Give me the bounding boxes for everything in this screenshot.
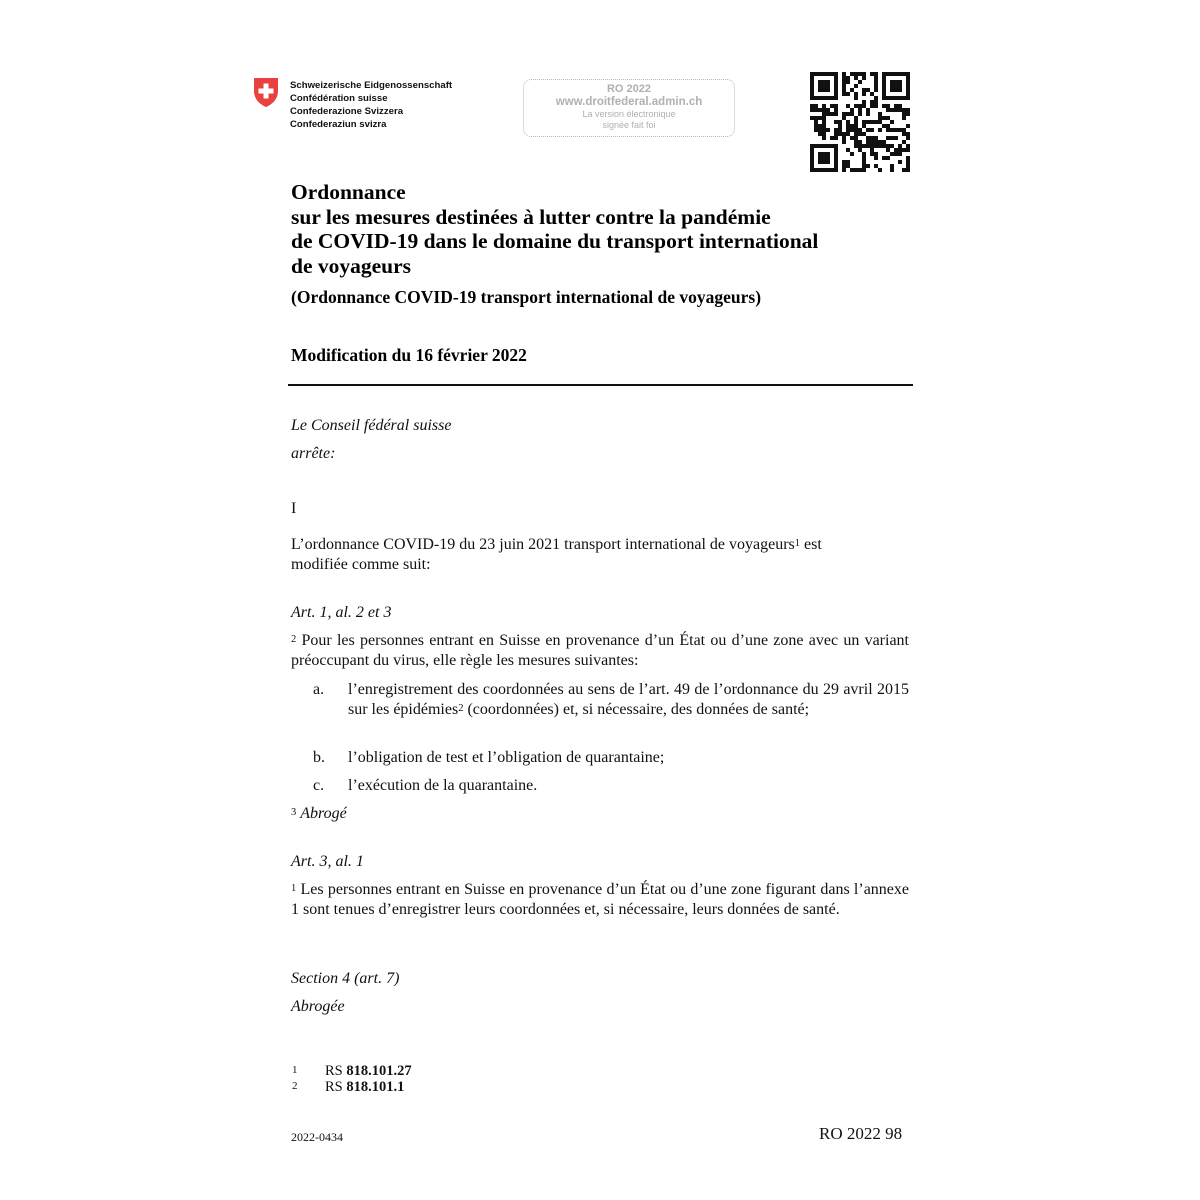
confederation-names [290, 79, 452, 131]
article-3-heading: Art. 3, al. 1 [291, 853, 364, 870]
title-line: de voyageurs [291, 253, 412, 278]
footnote-reference[interactable]: 818.101.27 [346, 1063, 412, 1079]
footnote-prefix: RS [325, 1063, 347, 1079]
list-item-text [348, 680, 909, 720]
list-item-text-part: l’enregistrement des coordonnées au sens de l’art. 49 de l’ordonnance du 29 avril 2015 sur les épidémies [348, 681, 909, 718]
preamble-authority: Le Conseil fédéral suisse [291, 417, 452, 434]
article-3-paragraph-1 [291, 880, 909, 920]
paragraph-text: Abrogé [300, 805, 347, 822]
divider [288, 384, 913, 386]
footnote-prefix: RS [325, 1079, 347, 1095]
footnote-number: 2 [292, 1080, 298, 1092]
confederation-name-fr: Confédération suisse [290, 93, 388, 104]
footnote-ref-1[interactable]: 1 [794, 538, 800, 549]
article-1-paragraph-2 [291, 631, 909, 671]
paragraph-number: 3 [291, 807, 297, 818]
document-title [291, 180, 818, 278]
intro-text: L’ordonnance COVID-19 du 23 juin 2021 transport international de voyageurs [291, 536, 795, 553]
preamble-decree: arrête: [291, 445, 336, 462]
section-4-text: Abrogée [291, 998, 345, 1015]
list-item-text: l’obligation de test et l’obligation de quarantaine; [348, 749, 665, 766]
swiss-crest-icon [253, 77, 279, 108]
title-line: de COVID-19 dans le domaine du transport international [291, 229, 819, 253]
list-item-label: c. [313, 777, 325, 794]
article-1-paragraph-3 [291, 804, 347, 824]
section-numeral: I [291, 500, 297, 517]
paragraph-number: 1 [291, 883, 297, 894]
short-title: (Ordonnance COVID-19 transport international de voyageurs) [291, 287, 762, 307]
stamp-note-1: La version électronique [582, 109, 676, 119]
title-line: sur les mesures destinées à lutter contre la pandémie [291, 204, 771, 229]
stamp-website: www.droitfederal.admin.ch [555, 96, 703, 108]
page-reference: RO 2022 98 [819, 1124, 903, 1143]
paragraph-number: 2 [291, 634, 297, 645]
modification-date: Modification du 16 février 2022 [291, 345, 527, 365]
confederation-name-de: Schweizerische Eidgenossenschaft [290, 80, 453, 91]
intro-text-end: est [800, 536, 822, 553]
authenticity-stamp [523, 79, 735, 137]
confederation-name-rm: Confederaziun svizra [290, 119, 387, 130]
qr-code-icon [810, 72, 910, 172]
footnote-text [325, 1079, 404, 1095]
list-item-label: a. [313, 681, 325, 698]
footnote-number: 1 [292, 1064, 298, 1076]
stamp-collection: RO 2022 [606, 83, 652, 95]
footnote-reference[interactable]: 818.101.1 [346, 1079, 405, 1095]
list-item-text: l’exécution de la quarantaine. [348, 777, 538, 794]
list-item-label: b. [313, 749, 325, 766]
title-line: Ordonnance [291, 180, 406, 204]
intro-line-1 [291, 535, 909, 555]
paragraph-text: Les personnes entrant en Suisse en provenance d’un État ou d’une zone figurant dans l’annexe 1 sont tenues d’enregistrer leurs coordonnées et, si nécessaire, leurs données de santé. [291, 881, 909, 918]
document-number: 2022-0434 [291, 1130, 343, 1144]
stamp-note-2: signée fait foi [602, 120, 656, 130]
paragraph-text: Pour les personnes entrant en Suisse en provenance d’un État ou d’une zone avec un variant préoccupant du virus, elle règle les mesures suivantes: [291, 632, 909, 669]
footnote-text [325, 1063, 412, 1079]
footnote-ref-2[interactable]: 2 [458, 703, 464, 714]
list-item-text-part: (coordonnées) et, si nécessaire, des données de santé; [463, 701, 810, 718]
confederation-name-it: Confederazione Svizzera [290, 106, 404, 117]
intro-line-2: modifiée comme suit: [291, 556, 431, 573]
section-4-heading: Section 4 (art. 7) [291, 970, 400, 987]
article-1-heading: Art. 1, al. 2 et 3 [291, 604, 392, 621]
